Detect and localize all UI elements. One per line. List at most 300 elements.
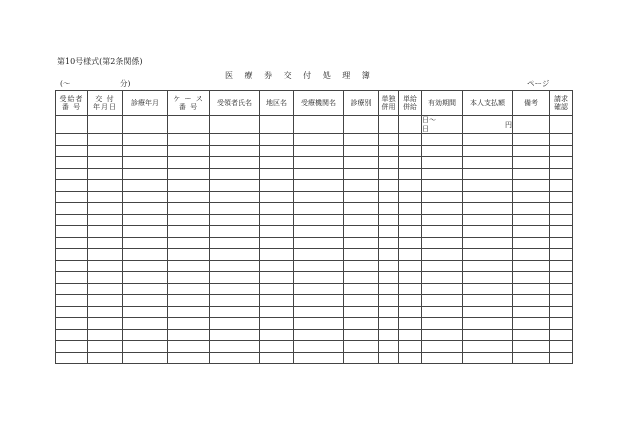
table-cell[interactable] — [344, 306, 379, 318]
table-cell[interactable] — [550, 329, 573, 341]
table-cell[interactable] — [422, 341, 463, 353]
table-cell[interactable] — [260, 191, 294, 203]
table-cell[interactable] — [56, 341, 88, 353]
table-cell[interactable] — [168, 295, 210, 307]
table-cell[interactable] — [123, 226, 168, 238]
table-cell[interactable] — [56, 318, 88, 330]
table-cell[interactable] — [344, 249, 379, 261]
table-cell[interactable] — [294, 341, 344, 353]
table-cell[interactable] — [88, 237, 123, 249]
table-cell[interactable] — [210, 260, 260, 272]
table-cell[interactable] — [379, 260, 399, 272]
table-cell[interactable] — [88, 352, 123, 364]
table-cell[interactable] — [88, 214, 123, 226]
table-cell[interactable] — [379, 341, 399, 353]
table-cell[interactable] — [513, 260, 550, 272]
table-cell[interactable] — [168, 249, 210, 261]
table-cell[interactable] — [168, 168, 210, 180]
table-cell[interactable] — [123, 191, 168, 203]
table-cell[interactable] — [123, 134, 168, 146]
cell-institution[interactable] — [294, 116, 344, 134]
table-cell[interactable] — [294, 237, 344, 249]
table-cell[interactable] — [344, 145, 379, 157]
table-cell[interactable] — [379, 318, 399, 330]
table-cell[interactable] — [513, 157, 550, 169]
table-cell[interactable] — [168, 145, 210, 157]
table-cell[interactable] — [513, 249, 550, 261]
table-cell[interactable] — [550, 249, 573, 261]
table-cell[interactable] — [88, 295, 123, 307]
table-cell[interactable] — [513, 237, 550, 249]
table-cell[interactable] — [210, 180, 260, 192]
table-cell[interactable] — [123, 260, 168, 272]
table-cell[interactable] — [260, 237, 294, 249]
table-cell[interactable] — [550, 272, 573, 284]
table-cell[interactable] — [379, 329, 399, 341]
table-cell[interactable] — [88, 145, 123, 157]
table-cell[interactable] — [344, 157, 379, 169]
table-cell[interactable] — [550, 180, 573, 192]
table-cell[interactable] — [550, 237, 573, 249]
table-cell[interactable] — [379, 306, 399, 318]
table-cell[interactable] — [123, 203, 168, 215]
table-cell[interactable] — [344, 295, 379, 307]
table-cell[interactable] — [294, 191, 344, 203]
table-cell[interactable] — [88, 191, 123, 203]
table-cell[interactable] — [422, 214, 463, 226]
table-cell[interactable] — [56, 272, 88, 284]
table-cell[interactable] — [463, 237, 513, 249]
table-cell[interactable] — [422, 134, 463, 146]
table-cell[interactable] — [550, 352, 573, 364]
table-cell[interactable] — [399, 214, 422, 226]
table-cell[interactable] — [210, 249, 260, 261]
table-cell[interactable] — [168, 226, 210, 238]
table-cell[interactable] — [422, 352, 463, 364]
table-cell[interactable] — [399, 260, 422, 272]
table-cell[interactable] — [210, 237, 260, 249]
table-cell[interactable] — [294, 249, 344, 261]
table-cell[interactable] — [463, 341, 513, 353]
table-cell[interactable] — [399, 295, 422, 307]
table-cell[interactable] — [399, 329, 422, 341]
table-cell[interactable] — [344, 260, 379, 272]
table-cell[interactable] — [344, 226, 379, 238]
table-cell[interactable] — [463, 214, 513, 226]
table-cell[interactable] — [56, 168, 88, 180]
table-cell[interactable] — [123, 168, 168, 180]
table-cell[interactable] — [422, 226, 463, 238]
table-cell[interactable] — [463, 318, 513, 330]
table-cell[interactable] — [210, 272, 260, 284]
table-cell[interactable] — [123, 318, 168, 330]
cell-treatment-type[interactable] — [344, 116, 379, 134]
table-cell[interactable] — [399, 191, 422, 203]
table-cell[interactable] — [168, 329, 210, 341]
table-cell[interactable] — [463, 145, 513, 157]
table-cell[interactable] — [168, 318, 210, 330]
table-cell[interactable] — [168, 341, 210, 353]
table-cell[interactable] — [344, 168, 379, 180]
table-cell[interactable] — [422, 180, 463, 192]
table-cell[interactable] — [422, 168, 463, 180]
table-cell[interactable] — [123, 180, 168, 192]
table-cell[interactable] — [123, 157, 168, 169]
table-cell[interactable] — [260, 226, 294, 238]
table-cell[interactable] — [344, 191, 379, 203]
table-cell[interactable] — [422, 203, 463, 215]
table-cell[interactable] — [88, 180, 123, 192]
table-cell[interactable] — [294, 157, 344, 169]
table-cell[interactable] — [260, 283, 294, 295]
table-cell[interactable] — [168, 237, 210, 249]
table-cell[interactable] — [513, 226, 550, 238]
table-cell[interactable] — [56, 295, 88, 307]
table-cell[interactable] — [260, 168, 294, 180]
table-cell[interactable] — [399, 283, 422, 295]
table-cell[interactable] — [56, 157, 88, 169]
table-cell[interactable] — [56, 226, 88, 238]
table-cell[interactable] — [344, 134, 379, 146]
table-cell[interactable] — [294, 180, 344, 192]
table-cell[interactable] — [379, 157, 399, 169]
table-cell[interactable] — [379, 352, 399, 364]
table-row — [56, 203, 573, 215]
table-cell[interactable] — [210, 352, 260, 364]
table-cell[interactable] — [88, 329, 123, 341]
table-cell[interactable] — [210, 145, 260, 157]
table-cell[interactable] — [550, 318, 573, 330]
table-cell[interactable] — [294, 295, 344, 307]
table-cell[interactable] — [379, 191, 399, 203]
table-cell[interactable] — [550, 341, 573, 353]
table-cell[interactable] — [379, 283, 399, 295]
table-cell[interactable] — [260, 145, 294, 157]
cell-validity-period[interactable] — [422, 116, 463, 134]
table-cell[interactable] — [550, 283, 573, 295]
table-cell[interactable] — [210, 157, 260, 169]
table-cell[interactable] — [123, 249, 168, 261]
table-cell[interactable] — [379, 203, 399, 215]
table-cell[interactable] — [513, 168, 550, 180]
table-cell[interactable] — [294, 306, 344, 318]
table-cell[interactable] — [399, 318, 422, 330]
table-cell[interactable] — [399, 341, 422, 353]
table-cell[interactable] — [168, 283, 210, 295]
table-cell[interactable] — [56, 306, 88, 318]
table-cell[interactable] — [463, 329, 513, 341]
table-cell[interactable] — [210, 295, 260, 307]
table-cell[interactable] — [344, 318, 379, 330]
table-cell[interactable] — [260, 157, 294, 169]
table-cell[interactable] — [399, 168, 422, 180]
table-cell[interactable] — [344, 214, 379, 226]
table-cell[interactable] — [88, 341, 123, 353]
table-cell[interactable] — [550, 306, 573, 318]
table-cell[interactable] — [513, 180, 550, 192]
table-cell[interactable] — [88, 272, 123, 284]
table-cell[interactable] — [463, 283, 513, 295]
table-cell[interactable] — [550, 214, 573, 226]
table-cell[interactable] — [399, 180, 422, 192]
table-cell[interactable] — [88, 318, 123, 330]
table-cell[interactable] — [123, 272, 168, 284]
table-cell[interactable] — [422, 295, 463, 307]
table-cell[interactable] — [210, 306, 260, 318]
table-cell[interactable] — [168, 157, 210, 169]
table-cell[interactable] — [513, 145, 550, 157]
table-cell[interactable] — [422, 191, 463, 203]
cell-treatment-month[interactable] — [123, 116, 168, 134]
table-cell[interactable] — [399, 272, 422, 284]
table-cell[interactable] — [210, 329, 260, 341]
table-cell[interactable] — [56, 203, 88, 215]
table-cell[interactable] — [344, 283, 379, 295]
table-cell[interactable] — [210, 226, 260, 238]
table-row — [56, 168, 573, 180]
table-cell[interactable] — [294, 214, 344, 226]
table-cell[interactable] — [344, 341, 379, 353]
table-cell[interactable] — [123, 237, 168, 249]
table-cell[interactable] — [463, 260, 513, 272]
table-cell[interactable] — [463, 272, 513, 284]
table-cell[interactable] — [260, 295, 294, 307]
table-cell[interactable] — [56, 214, 88, 226]
table-cell[interactable] — [344, 180, 379, 192]
table-cell[interactable] — [399, 237, 422, 249]
table-cell[interactable] — [550, 145, 573, 157]
table-cell[interactable] — [344, 203, 379, 215]
table-cell[interactable] — [56, 191, 88, 203]
table-cell[interactable] — [513, 203, 550, 215]
table-cell[interactable] — [463, 226, 513, 238]
table-cell[interactable] — [379, 180, 399, 192]
table-cell[interactable] — [294, 272, 344, 284]
table-cell[interactable] — [294, 329, 344, 341]
table-cell[interactable] — [463, 180, 513, 192]
table-cell[interactable] — [56, 249, 88, 261]
table-cell[interactable] — [399, 203, 422, 215]
table-cell[interactable] — [56, 260, 88, 272]
table-cell[interactable] — [463, 157, 513, 169]
table-cell[interactable] — [550, 260, 573, 272]
table-cell[interactable] — [88, 249, 123, 261]
table-cell[interactable] — [168, 214, 210, 226]
table-cell[interactable] — [56, 237, 88, 249]
table-cell[interactable] — [344, 272, 379, 284]
table-cell[interactable] — [294, 260, 344, 272]
table-cell[interactable] — [88, 283, 123, 295]
table-cell[interactable] — [260, 203, 294, 215]
table-cell[interactable] — [463, 249, 513, 261]
cell-district[interactable] — [260, 116, 294, 134]
table-cell[interactable] — [513, 134, 550, 146]
table-cell[interactable] — [56, 145, 88, 157]
table-cell[interactable] — [260, 260, 294, 272]
table-cell[interactable] — [399, 306, 422, 318]
table-cell[interactable] — [550, 203, 573, 215]
table-cell[interactable] — [88, 260, 123, 272]
table-cell[interactable] — [260, 214, 294, 226]
table-cell[interactable] — [260, 306, 294, 318]
table-cell[interactable] — [168, 134, 210, 146]
table-cell[interactable] — [379, 134, 399, 146]
table-cell[interactable] — [513, 283, 550, 295]
table-cell[interactable] — [294, 145, 344, 157]
table-cell[interactable] — [513, 341, 550, 353]
table-cell[interactable] — [379, 214, 399, 226]
table-cell[interactable] — [56, 134, 88, 146]
table-cell[interactable] — [463, 352, 513, 364]
cell-benefit-type[interactable] — [399, 116, 422, 134]
table-cell[interactable] — [379, 295, 399, 307]
table-cell[interactable] — [260, 318, 294, 330]
col-header-institution: 受療機関名 — [294, 91, 344, 116]
table-cell[interactable] — [422, 260, 463, 272]
table-cell[interactable] — [422, 249, 463, 261]
table-cell[interactable] — [260, 329, 294, 341]
table-cell[interactable] — [294, 352, 344, 364]
table-cell[interactable] — [88, 306, 123, 318]
table-cell[interactable] — [260, 272, 294, 284]
cell-claim-confirm[interactable] — [550, 116, 573, 134]
table-cell[interactable] — [88, 203, 123, 215]
table-cell[interactable] — [463, 134, 513, 146]
table-cell[interactable] — [260, 134, 294, 146]
table-cell[interactable] — [294, 134, 344, 146]
table-cell[interactable] — [210, 214, 260, 226]
table-cell[interactable] — [294, 203, 344, 215]
table-cell[interactable] — [463, 203, 513, 215]
table-cell[interactable] — [260, 249, 294, 261]
table-cell[interactable] — [294, 318, 344, 330]
table-cell[interactable] — [422, 157, 463, 169]
table-cell[interactable] — [344, 352, 379, 364]
table-cell[interactable] — [56, 352, 88, 364]
table-cell[interactable] — [463, 168, 513, 180]
table-cell[interactable] — [210, 283, 260, 295]
table-cell[interactable] — [210, 191, 260, 203]
table-cell[interactable] — [379, 237, 399, 249]
cell-self-payment[interactable] — [463, 116, 513, 134]
table-cell[interactable] — [168, 203, 210, 215]
table-cell[interactable] — [88, 226, 123, 238]
table-cell[interactable] — [550, 134, 573, 146]
table-cell[interactable] — [513, 329, 550, 341]
table-cell[interactable] — [168, 260, 210, 272]
table-cell[interactable] — [550, 295, 573, 307]
cell-case-number[interactable] — [168, 116, 210, 134]
table-cell[interactable] — [422, 272, 463, 284]
table-cell[interactable] — [123, 352, 168, 364]
table-cell[interactable] — [210, 341, 260, 353]
table-cell[interactable] — [513, 272, 550, 284]
table-cell[interactable] — [463, 295, 513, 307]
table-cell[interactable] — [399, 134, 422, 146]
table-cell[interactable] — [123, 306, 168, 318]
table-cell[interactable] — [88, 168, 123, 180]
table-cell[interactable] — [379, 226, 399, 238]
table-cell[interactable] — [513, 191, 550, 203]
table-cell[interactable] — [168, 272, 210, 284]
table-cell[interactable] — [513, 318, 550, 330]
table-cell[interactable] — [379, 272, 399, 284]
table-cell[interactable] — [379, 249, 399, 261]
table-cell[interactable] — [513, 306, 550, 318]
table-cell[interactable] — [422, 145, 463, 157]
table-cell[interactable] — [463, 306, 513, 318]
table-cell[interactable] — [210, 134, 260, 146]
cell-recipient-name[interactable] — [210, 116, 260, 134]
table-cell[interactable] — [123, 341, 168, 353]
table-cell[interactable] — [399, 249, 422, 261]
table-cell[interactable] — [210, 318, 260, 330]
validity-to-label: 日 — [422, 124, 429, 133]
table-cell[interactable] — [513, 295, 550, 307]
table-cell[interactable] — [168, 352, 210, 364]
table-row — [56, 157, 573, 169]
table-cell[interactable] — [379, 145, 399, 157]
table-cell[interactable] — [123, 283, 168, 295]
table-cell[interactable] — [344, 237, 379, 249]
table-cell[interactable] — [56, 180, 88, 192]
table-cell[interactable] — [513, 214, 550, 226]
table-cell[interactable] — [379, 168, 399, 180]
table-cell[interactable] — [260, 352, 294, 364]
table-cell[interactable] — [399, 157, 422, 169]
table-cell[interactable] — [422, 283, 463, 295]
table-cell[interactable] — [168, 191, 210, 203]
table-cell[interactable] — [422, 306, 463, 318]
cell-remarks[interactable] — [513, 116, 550, 134]
table-cell[interactable] — [399, 226, 422, 238]
table-cell[interactable] — [123, 214, 168, 226]
table-cell[interactable] — [123, 329, 168, 341]
table-cell[interactable] — [294, 283, 344, 295]
table-cell[interactable] — [168, 306, 210, 318]
table-cell[interactable] — [260, 180, 294, 192]
table-cell[interactable] — [463, 191, 513, 203]
table-cell[interactable] — [422, 329, 463, 341]
table-cell[interactable] — [550, 168, 573, 180]
table-cell[interactable] — [294, 226, 344, 238]
table-cell[interactable] — [123, 145, 168, 157]
table-cell[interactable] — [550, 226, 573, 238]
table-cell[interactable] — [399, 145, 422, 157]
table-cell[interactable] — [88, 157, 123, 169]
cell-issue-date[interactable] — [88, 116, 123, 134]
table-cell[interactable] — [123, 295, 168, 307]
table-cell[interactable] — [399, 352, 422, 364]
table-cell[interactable] — [56, 329, 88, 341]
cell-recipient-number[interactable] — [56, 116, 88, 134]
table-cell[interactable] — [210, 168, 260, 180]
table-cell[interactable] — [56, 283, 88, 295]
table-cell[interactable] — [260, 341, 294, 353]
table-cell[interactable] — [88, 134, 123, 146]
table-cell[interactable] — [294, 168, 344, 180]
cell-single-combined[interactable] — [379, 116, 399, 134]
table-cell[interactable] — [550, 157, 573, 169]
table-cell[interactable] — [513, 352, 550, 364]
table-cell[interactable] — [422, 237, 463, 249]
table-cell[interactable] — [422, 318, 463, 330]
table-cell[interactable] — [168, 180, 210, 192]
table-cell[interactable] — [210, 203, 260, 215]
table-row — [56, 283, 573, 295]
table-cell[interactable] — [344, 329, 379, 341]
table-cell[interactable] — [550, 191, 573, 203]
